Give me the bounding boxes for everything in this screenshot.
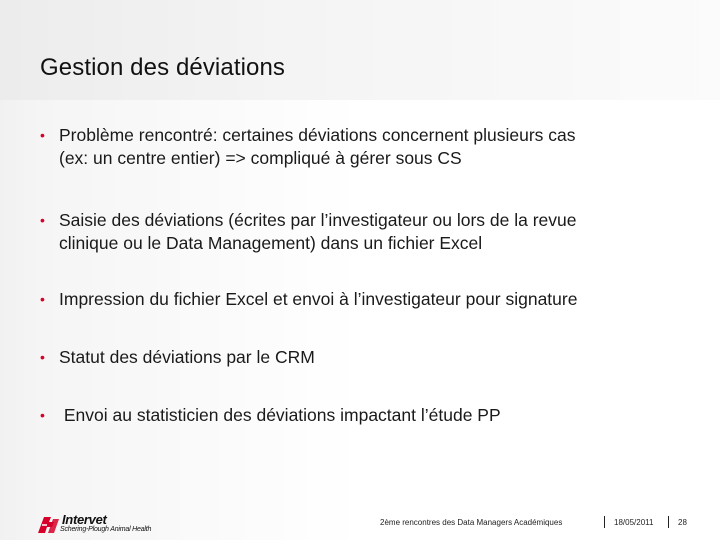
footer <box>0 500 720 540</box>
footer-date: 18/05/2011 <box>614 518 654 527</box>
footer-divider <box>668 516 669 528</box>
bullet-line: Impression du fichier Excel et envoi à l’investigateur pour signature <box>59 289 578 309</box>
bullet-line: Problème rencontré: certaines déviations concernent plusieurs cas <box>59 125 576 145</box>
bullet-item-impression <box>40 288 680 311</box>
header-band <box>0 0 720 100</box>
footer-divider <box>604 516 605 528</box>
bullet-icon: • <box>40 291 45 307</box>
bullet-line: Envoi au statisticien des déviations impactant l’étude PP <box>59 405 501 425</box>
bullet-icon: • <box>40 349 45 365</box>
bullet-item-statut <box>40 346 680 369</box>
intervet-logo <box>36 512 176 538</box>
bullet-icon: • <box>40 127 45 143</box>
logo-tagline: Schering-Plough Animal Health <box>60 526 152 533</box>
bullet-item-envoi <box>40 404 680 427</box>
bullet-item-saisie <box>40 209 680 255</box>
logo-brand: Intervet <box>62 512 107 527</box>
intervet-logo-icon <box>36 513 60 535</box>
bullet-line: Statut des déviations par le CRM <box>59 347 315 367</box>
bullet-icon: • <box>40 212 45 228</box>
bullet-line: Saisie des déviations (écrites par l’investigateur ou lors de la revue <box>59 210 577 230</box>
bullet-line: clinique ou le Data Management) dans un fichier Excel <box>59 233 483 253</box>
bullet-icon: • <box>40 407 45 423</box>
bullet-item-problem <box>40 124 680 170</box>
page-number: 28 <box>678 518 687 527</box>
slide-title: Gestion des déviations <box>40 54 286 81</box>
bullet-line: (ex: un centre entier) => compliqué à gérer sous CS <box>59 148 462 168</box>
footer-event: 2ème rencontres des Data Managers Académiques <box>380 518 563 527</box>
